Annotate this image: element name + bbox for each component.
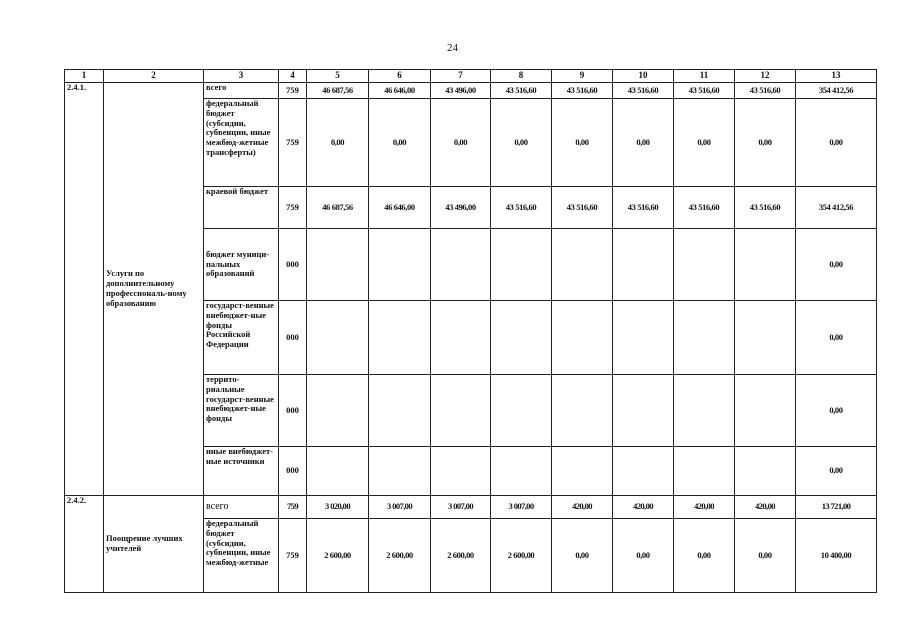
value-cell: 43 516,60	[735, 83, 796, 99]
column-header: 12	[735, 70, 796, 83]
value-cell: 0,00	[552, 519, 613, 593]
value-cell: 420,00	[613, 496, 674, 519]
value-cell	[307, 375, 369, 447]
value-cell: 43 516,60	[613, 187, 674, 229]
value-cell	[431, 301, 491, 375]
funding-source: всего	[204, 496, 279, 519]
header-row	[65, 70, 877, 83]
value-cell: 0,00	[796, 229, 877, 301]
column-header: 2	[104, 70, 204, 83]
budget-code: 000	[279, 229, 307, 301]
funding-source: бюджет муници-пальных образований	[204, 229, 279, 301]
funding-source: федеральный бюджет (субсидии, субвенции, иные межбюд-жетные	[204, 519, 279, 593]
value-cell	[307, 229, 369, 301]
column-header: 4	[279, 70, 307, 83]
value-cell: 0,00	[796, 99, 877, 187]
budget-code: 759	[279, 187, 307, 229]
value-cell: 0,00	[796, 301, 877, 375]
table-row	[65, 496, 877, 519]
budget-code: 000	[279, 375, 307, 447]
value-cell: 0,00	[796, 375, 877, 447]
budget-code: 000	[279, 447, 307, 496]
value-cell	[674, 301, 735, 375]
value-cell	[431, 375, 491, 447]
value-cell: 0,00	[307, 99, 369, 187]
value-cell: 46 646,00	[369, 83, 431, 99]
value-cell: 354 412,56	[796, 83, 877, 99]
value-cell	[674, 447, 735, 496]
value-cell: 3 007,00	[369, 496, 431, 519]
value-cell	[552, 447, 613, 496]
value-cell: 43 516,60	[552, 83, 613, 99]
value-cell	[491, 301, 552, 375]
funding-source: краевой бюджет	[204, 187, 279, 229]
value-cell: 2 600,00	[431, 519, 491, 593]
value-cell: 46 687,56	[307, 187, 369, 229]
budget-code: 759	[279, 519, 307, 593]
funding-source: федеральный бюджет (субсидии, субвенции, иные межбюд-жетные трансферты)	[204, 99, 279, 187]
section-number: 2.4.2.	[65, 496, 104, 593]
section-title: Поощрение лучших учителей	[104, 496, 204, 593]
value-cell: 0,00	[552, 99, 613, 187]
value-cell: 0,00	[613, 99, 674, 187]
value-cell: 43 496,00	[431, 187, 491, 229]
value-cell: 0,00	[431, 99, 491, 187]
value-cell: 420,00	[674, 496, 735, 519]
value-cell	[431, 229, 491, 301]
value-cell: 354 412,56	[796, 187, 877, 229]
column-header: 6	[369, 70, 431, 83]
value-cell: 0,00	[735, 519, 796, 593]
value-cell: 43 496,00	[431, 83, 491, 99]
value-cell	[552, 301, 613, 375]
value-cell	[491, 229, 552, 301]
value-cell: 0,00	[674, 519, 735, 593]
column-header: 10	[613, 70, 674, 83]
column-header: 7	[431, 70, 491, 83]
column-header: 1	[65, 70, 104, 83]
value-cell: 420,00	[735, 496, 796, 519]
value-cell: 2 600,00	[307, 519, 369, 593]
value-cell	[674, 375, 735, 447]
funding-source: государст-венные внебюджет-ные фонды Российской Федерации	[204, 301, 279, 375]
value-cell	[552, 229, 613, 301]
funding-source: всего	[204, 83, 279, 99]
value-cell	[613, 301, 674, 375]
value-cell	[735, 375, 796, 447]
value-cell	[369, 301, 431, 375]
value-cell: 0,00	[613, 519, 674, 593]
value-cell	[369, 375, 431, 447]
value-cell	[369, 447, 431, 496]
value-cell: 0,00	[674, 99, 735, 187]
value-cell: 46 687,56	[307, 83, 369, 99]
value-cell	[491, 447, 552, 496]
value-cell: 46 646,00	[369, 187, 431, 229]
column-header: 3	[204, 70, 279, 83]
value-cell	[674, 229, 735, 301]
value-cell: 3 007,00	[431, 496, 491, 519]
value-cell	[369, 229, 431, 301]
value-cell: 0,00	[796, 447, 877, 496]
budget-code: 759	[279, 99, 307, 187]
value-cell: 13 721,00	[796, 496, 877, 519]
value-cell	[735, 447, 796, 496]
column-header: 9	[552, 70, 613, 83]
section-title: Услуги по дополнительному профессиональ-ному образованию	[104, 83, 204, 496]
value-cell: 43 516,60	[613, 83, 674, 99]
value-cell: 43 516,60	[491, 83, 552, 99]
value-cell: 10 400,00	[796, 519, 877, 593]
value-cell: 0,00	[491, 99, 552, 187]
value-cell	[431, 447, 491, 496]
budget-code: 000	[279, 301, 307, 375]
value-cell: 420,00	[552, 496, 613, 519]
value-cell: 0,00	[369, 99, 431, 187]
value-cell: 2 600,00	[491, 519, 552, 593]
value-cell	[613, 375, 674, 447]
value-cell	[613, 447, 674, 496]
value-cell: 43 516,60	[735, 187, 796, 229]
value-cell: 3 020,00	[307, 496, 369, 519]
column-header: 13	[796, 70, 877, 83]
column-header: 5	[307, 70, 369, 83]
budget-code: 759	[279, 83, 307, 99]
value-cell	[552, 375, 613, 447]
value-cell	[307, 301, 369, 375]
value-cell	[307, 447, 369, 496]
value-cell	[613, 229, 674, 301]
page-number: 24	[447, 42, 458, 54]
value-cell: 43 516,60	[491, 187, 552, 229]
value-cell: 43 516,60	[552, 187, 613, 229]
value-cell: 43 516,60	[674, 83, 735, 99]
budget-table	[64, 69, 877, 593]
value-cell	[735, 301, 796, 375]
value-cell: 3 007,00	[491, 496, 552, 519]
value-cell	[735, 229, 796, 301]
table-row	[65, 83, 877, 99]
value-cell	[491, 375, 552, 447]
section-number: 2.4.1.	[65, 83, 104, 496]
value-cell: 0,00	[735, 99, 796, 187]
value-cell: 2 600,00	[369, 519, 431, 593]
funding-source: террито-риальные государст-венные внебюджет-ные фонды	[204, 375, 279, 447]
funding-source: иные внебюджет-ные источники	[204, 447, 279, 496]
value-cell: 43 516,60	[674, 187, 735, 229]
column-header: 11	[674, 70, 735, 83]
budget-code: 759	[279, 496, 307, 519]
column-header: 8	[491, 70, 552, 83]
